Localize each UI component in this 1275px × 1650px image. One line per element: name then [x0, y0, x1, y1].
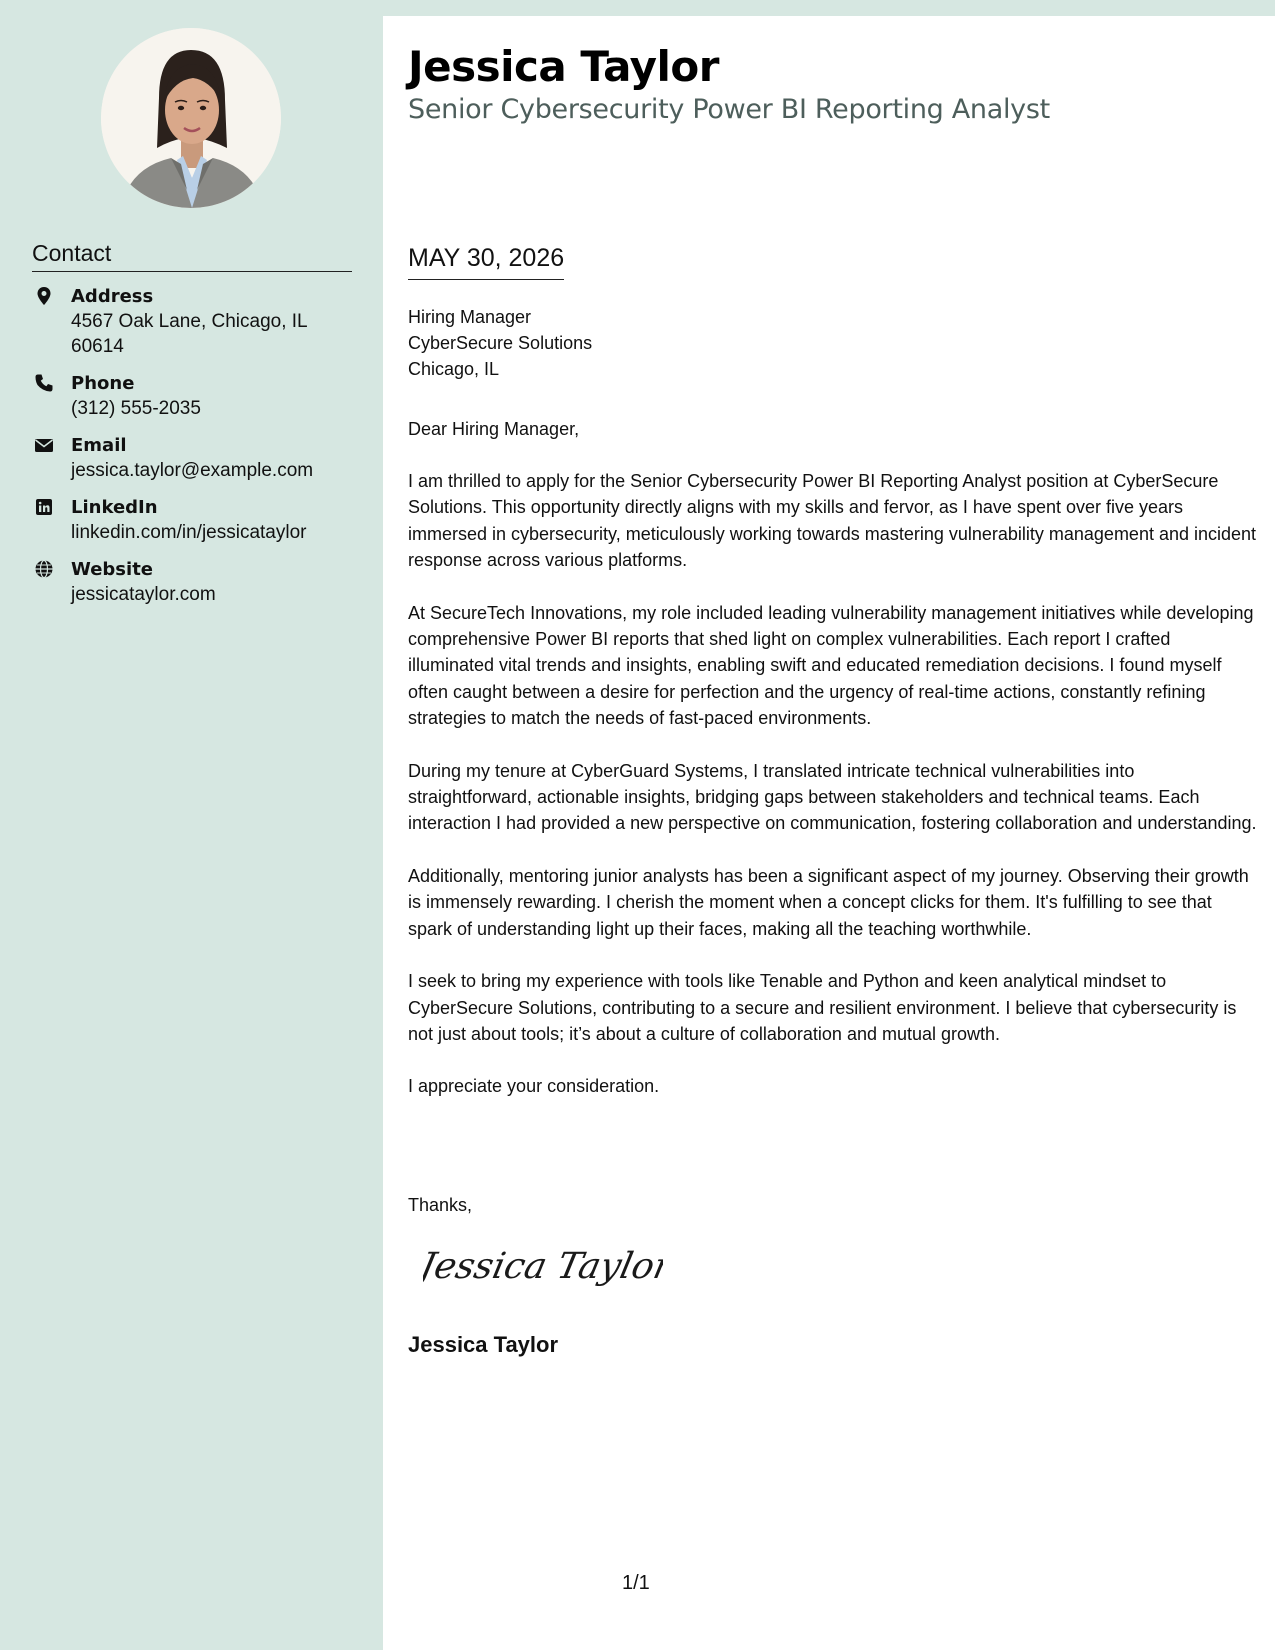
salutation: Dear Hiring Manager,: [408, 419, 580, 439]
recipient-line: CyberSecure Solutions: [408, 333, 593, 353]
signature-text: Jessica Taylor: [423, 1244, 663, 1287]
contact-linkedin: [32, 495, 362, 545]
page-number: 1/1: [622, 1572, 650, 1594]
phone-value[interactable]: (312) 555-2035: [71, 398, 201, 419]
body-paragraph: I am thrilled to apply for the Senior Cybersecurity Power BI Reporting Analyst position at CyberSecure Solutions. This opportunity directly aligns with my skills and fervor, as I have spent over five years immersed in cybersecurity, meticulously working towards mastering vulnerability management and incident response across various platforms.: [408, 471, 1257, 571]
contact-address: [32, 284, 362, 359]
linkedin-value[interactable]: linkedin.com/in/jessicataylor: [71, 522, 307, 543]
body-paragraph: I seek to bring my experience with tools like Tenable and Python and keen analytical mindset to CyberSecure Solutions, contributing to a secure and resilient environment. I believe that cybersecurity is not just about tools; it’s about a culture of collaboration and mutual growth.: [408, 971, 1237, 1044]
sidebar: [0, 0, 383, 1650]
address-label: Address: [71, 286, 154, 307]
profile-photo: [101, 28, 281, 208]
letter-body: [408, 468, 1258, 1126]
contact-email: [32, 433, 362, 483]
applicant-name: Jessica Taylor: [408, 42, 719, 91]
website-value[interactable]: jessicataylor.com: [71, 584, 216, 605]
handwritten-signature: [423, 1236, 663, 1294]
applicant-title: Senior Cybersecurity Power BI Reporting Analyst: [408, 94, 1050, 125]
recipient-block: [408, 304, 592, 382]
phone-icon: [34, 373, 54, 393]
linkedin-icon: [34, 497, 54, 517]
recipient-line: Chicago, IL: [408, 359, 500, 379]
body-paragraph: Additionally, mentoring junior analysts has been a significant aspect of my journey. Observing their growth is immensely rewarding. I cherish the moment when a concept clicks for them. It's fulfilling to see that spark of understanding light up their faces, making all the teaching worthwhile.: [408, 865, 1249, 939]
linkedin-label: LinkedIn: [71, 497, 158, 518]
body-paragraph: I appreciate your consideration.: [408, 1076, 660, 1097]
contact-heading: Contact: [32, 240, 352, 272]
globe-icon: [34, 559, 54, 579]
envelope-icon: [34, 435, 54, 455]
email-value[interactable]: jessica.taylor@example.com: [71, 460, 314, 481]
contact-website: [32, 557, 362, 607]
address-line-2: 60614: [71, 336, 124, 357]
body-paragraph: During my tenure at CyberGuard Systems, I translated intricate technical vulnerabilities into straightforward, actionable insights, bridging gaps between stakeholders and technical teams. Each interaction I had provided a new perspective on communication, fostering collaboration and understanding.: [408, 760, 1257, 834]
closing: Thanks,: [408, 1195, 473, 1215]
contact-phone: [32, 371, 362, 421]
email-label: Email: [71, 435, 127, 456]
recipient-line: Hiring Manager: [408, 307, 532, 327]
phone-label: Phone: [71, 373, 135, 394]
address-line-1: 4567 Oak Lane, Chicago, IL: [71, 311, 308, 332]
map-pin-icon: [34, 286, 54, 306]
body-paragraph: At SecureTech Innovations, my role included leading vulnerability management initiatives while developing comprehensive Power BI reports that shed light on complex vulnerabilities. Each report I crafted illuminated vital trends and insights, enabling swift and educated remediation decisions. I found myself often caught between a desire for perfection and the urgency of real-time actions, constantly refining strategies to match the needs of fast-paced environments.: [408, 602, 1254, 729]
signed-name: Jessica Taylor: [408, 1332, 559, 1357]
website-label: Website: [71, 559, 154, 580]
contact-list: [32, 284, 362, 619]
letter-page: [383, 16, 1275, 1650]
letter-date: MAY 30, 2026: [408, 244, 564, 280]
